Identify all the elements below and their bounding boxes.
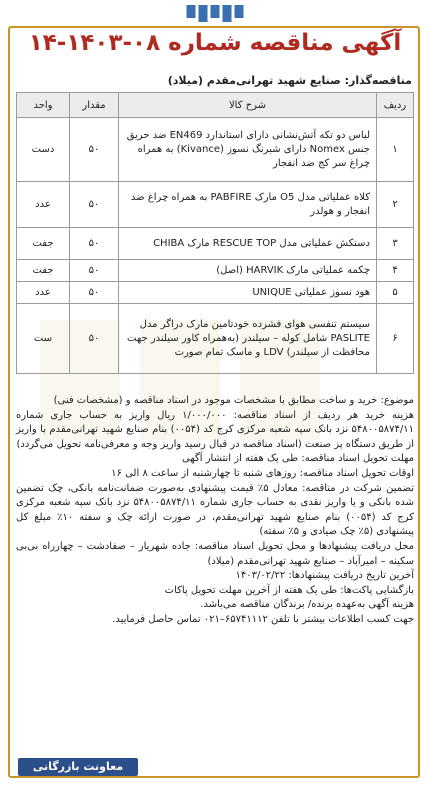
contact-text: جهت کسب اطلاعات بیشتر با تلفن ۶۵۷۴۱۱۱۲–۰۲۱ تماس حاصل فرمایید. — [112, 613, 414, 625]
row-qty: ۵۰ — [70, 304, 119, 374]
address-text: محل دریافت پیشنهادها و محل تحویل اسناد مناقصه: جاده شهریار – صفادشت – چهارراه بی‌بی سکینه – امیرآباد – صنایع شهید تهرانی‌مقدم (میلاد) — [16, 540, 414, 567]
col-qty: مقدار — [70, 93, 119, 118]
row-desc: لباس دو تکه آتش‌نشانی دارای استاندارد EN469 ضد حریق جنس Nomex دارای شبرنگ نسوز (Kivance) به همراه چراغ سر کج ضد انفجار — [119, 118, 377, 182]
cost-text: هزینه آگهی به‌عهده برنده/ برندگان مناقصه می‌باشد. — [200, 599, 414, 611]
row-unit: عدد — [17, 282, 70, 304]
footer-bar — [8, 756, 420, 778]
last-date-text: آخرین تاریخ دریافت پیشنهادها: ۱۴۰۳/۰۲/۲۲ — [235, 570, 414, 582]
row-number: ۵ — [377, 282, 414, 304]
table-row — [17, 304, 414, 374]
row-desc: چکمه عملیاتی مارک HARVIK (اصل) — [119, 260, 377, 282]
row-desc: هود نسوز عملیاتی UNIQUE — [119, 282, 377, 304]
row-desc: کلاه عملیاتی مدل O5 مارک PABFIRE به همراه چراغ ضد انفجار و هولدر — [119, 182, 377, 228]
items-table — [16, 92, 414, 374]
row-desc: سیستم تنفسی هوای فشرده خودتامین مارک دراگر مدل PASLITE شامل کوله – سیلندر (به‌همراه کاور سیلندر جهت محافظت از سیلندر) LDV و ماسک تمام صورت — [119, 304, 377, 374]
col-desc: شرح کالا — [119, 93, 377, 118]
row-unit: عدد — [17, 182, 70, 228]
emblem-logo — [187, 5, 244, 22]
row-unit: جفت — [17, 228, 70, 260]
row-qty: ۵۰ — [70, 282, 119, 304]
guarantee-text: تضمین شرکت در مناقصه: معادل ۵٪ قیمت پیشنهادی به‌صورت ضمانت‌نامه بانکی، چک تضمین شده بانکی و یا واریز نقدی به حساب جاری شماره ۵۴۸۰۰۵۸۷۴/۱۱ نزد بانک سپه شعبه مرکزی کرج کد (۰۰۵۴) بنام صنایع شهید تهرانی‌مقدم، در صورت ارائه چک و سفته ۱۰٪ مبلغ کل پیشنهادی (۵٪ چک صیادی و ۵٪ سفته) — [16, 482, 415, 538]
table-row — [17, 260, 414, 282]
table-row — [17, 182, 414, 228]
table-row — [17, 282, 414, 304]
row-number: ۴ — [377, 260, 414, 282]
row-desc: دستکش عملیاتی مدل RESCUE TOP مارک CHIBA — [119, 228, 377, 260]
table-row — [17, 118, 414, 182]
row-number: ۱ — [377, 118, 414, 182]
row-number: ۲ — [377, 182, 414, 228]
notice-body — [16, 394, 414, 628]
row-qty: ۵۰ — [70, 260, 119, 282]
row-qty: ۵۰ — [70, 118, 119, 182]
row-unit: ست — [17, 304, 70, 374]
subject-text: موضوع: خرید و ساخت مطابق با مشخصات موجود در اسناد مناقصه و (مشخصات فنی) — [53, 395, 414, 406]
fee-text: هزینه خرید هر ردیف از اسناد مناقصه: ۱/۰۰۰/۰۰۰ ریال واریز به حساب جاری شماره ۵۴۸۰۰۵۸۷۴/۱۱ نزد بانک سپه شعبه مرکزی کرج کد (۰۰۵۴) بنام صنایع شهید تهرانی‌مقدم با واریز از طریق دستگاه پز صنعت (اسناد مناقصه در قبال رسید واریز وجه و معرفی‌نامه تحویل می‌گردد) — [16, 409, 414, 450]
hours-text: اوقات تحویل اسناد مناقصه: روزهای شنبه تا چهارشنبه از ساعت ۸ الی ۱۶ — [111, 467, 414, 479]
row-qty: ۵۰ — [70, 228, 119, 260]
row-unit: دست — [17, 118, 70, 182]
row-number: ۶ — [377, 304, 414, 374]
col-unit: واحد — [17, 93, 70, 118]
col-row: ردیف — [377, 93, 414, 118]
table-header-row — [17, 93, 414, 118]
department-badge: معاونت بازرگانی — [18, 758, 138, 776]
row-unit: جفت — [17, 260, 70, 282]
opening-text: بازگشایی پاکت‌ها: طی یک هفته از آخرین مهلت تحویل پاکات — [164, 584, 414, 596]
table-row — [17, 228, 414, 260]
deadline-text: مهلت تحویل اسناد مناقصه: طی یک هفته از انتشار آگهی — [182, 453, 414, 465]
row-qty: ۵۰ — [70, 182, 119, 228]
notice-title: آگهی مناقصه شماره ۰۸-۱۴۰۳-۱۴ — [28, 30, 402, 56]
organizer-label: مناقصه‌گذار: صنایع شهید تهرانی‌مقدم (میلاد) — [167, 74, 412, 87]
row-number: ۳ — [377, 228, 414, 260]
